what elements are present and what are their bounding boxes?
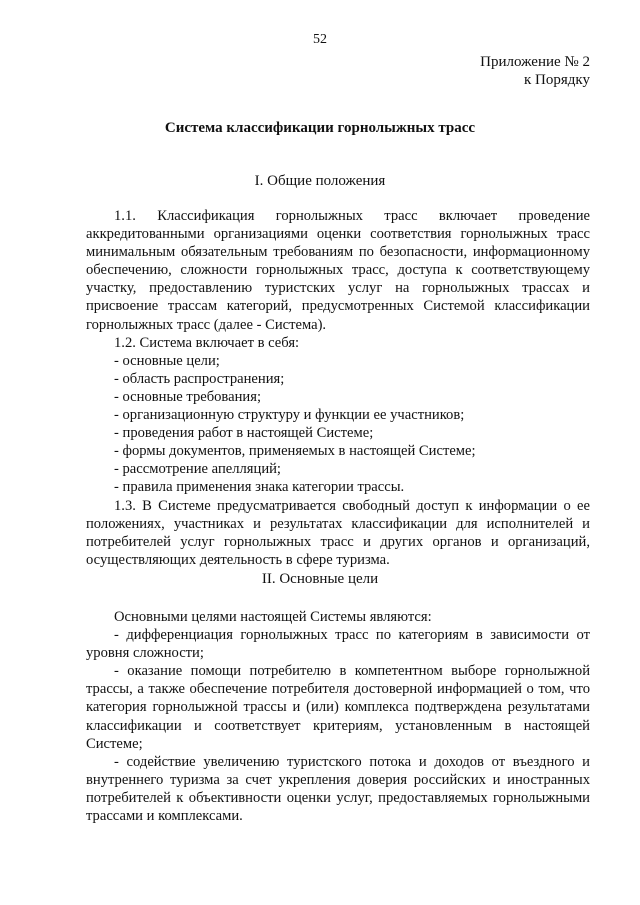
paragraph-1-2: 1.2. Система включает в себя:	[114, 334, 300, 351]
list-item: - основные требования;	[114, 388, 261, 405]
appendix-line-2: к Порядку	[524, 72, 590, 88]
list-item: - рассмотрение апелляций;	[114, 461, 281, 478]
list-item: - основные цели;	[114, 352, 220, 369]
appendix-line-1: Приложение № 2	[480, 54, 590, 70]
section-1-body	[86, 207, 590, 569]
section-1-heading: I. Общие положения	[254, 173, 386, 189]
section-2-heading: II. Основные цели	[261, 571, 379, 587]
list-item: - содействие увеличению туристского потока и доходов от въездного и внутреннего туризма за счет укрепления доверия российских и иностранных потребителей к объективности оценки услуг, предоставляемых горнолыжными трассами и комплексами.	[86, 753, 590, 825]
list-item: - оказание помощи потребителю в компетентном выборе горнолыжной трассы, а также обеспечение потребителя достоверной информацией о том, что категория горнолыжной трассы и (или) комплекса подтверждена результатами классификации и соответствует критериям, установленным в настоящей Системе;	[86, 663, 590, 752]
paragraph-1-1: 1.1. Классификация горнолыжных трасс включает проведение аккредитованными организациями оценки соответствия горнолыжных трасс минимальным обязательным требованиям по безопасности, информационному обеспечению, сложности горнолыжных трасс, доступа к соответствующему участку, предоставлению туристских услуг на горнолыжных трассах и присвоение трассам категорий, предусмотренных Системой классификации горнолыжных трасс (далее - Система).	[86, 208, 590, 333]
section-2-body	[86, 608, 590, 825]
page-number: 52	[313, 32, 327, 47]
list-item: - проведения работ в настоящей Системе;	[114, 425, 374, 442]
document-title: Система классификации горнолыжных трасс	[164, 120, 476, 136]
section-2-intro: Основными целями настоящей Системы являются:	[114, 609, 432, 625]
list-item: - область распространения;	[114, 370, 285, 387]
list-item: - правила применения знака категории трассы.	[114, 479, 405, 496]
appendix-reference	[480, 53, 590, 89]
list-item: - дифференциация горнолыжных трасс по категориям в зависимости от уровня сложности;	[86, 627, 590, 662]
paragraph-1-3: 1.3. В Системе предусматривается свободный доступ к информации о ее положениях, участниках и результатах классификации для исполнителей и потребителей услуг горнолыжных трасс и других органов и организаций, осуществляющих деятельность в сфере туризма.	[86, 497, 590, 568]
list-item: - организационную структуру и функции ее участников;	[114, 407, 465, 424]
list-item: - формы документов, применяемых в настоящей Системе;	[114, 443, 476, 460]
